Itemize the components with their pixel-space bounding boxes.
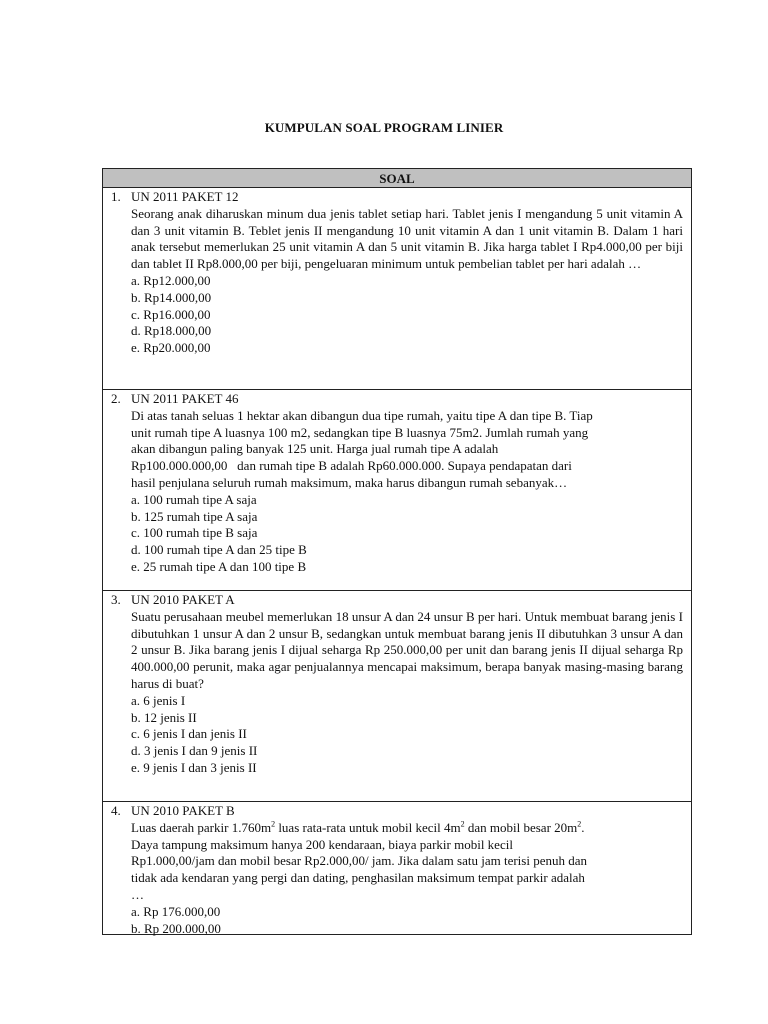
question-text-line: Daya tampung maksimum hanya 200 kendaraan, biaya parkir mobil kecil — [131, 836, 513, 852]
question-number: 1. — [111, 189, 121, 204]
answer-option: e. 25 rumah tipe A dan 100 tipe B — [131, 558, 307, 574]
superscript: 2 — [460, 819, 465, 829]
answer-option: a. Rp 176.000,00 — [131, 903, 221, 919]
question-body — [131, 391, 683, 576]
question-text-line: Rp100.000.000,00 dan rumah tipe B adalah Rp60.000.000. Supaya pendapatan dari — [131, 458, 572, 474]
question-source: UN 2011 PAKET 46 — [131, 391, 239, 406]
question-text-line: hasil penjulana seluruh rumah maksimum, maka harus dibangun rumah sebanyak… — [131, 474, 568, 490]
answer-option: b. Rp 200.000,00 — [131, 920, 221, 936]
text-fragment: . — [581, 819, 585, 835]
answer-option: a. 6 jenis I — [131, 692, 186, 708]
answer-option: b. Rp14.000,00 — [131, 289, 212, 305]
answer-option: b. 125 rumah tipe A saja — [131, 508, 258, 524]
question-row-2 — [103, 390, 691, 591]
document-title: KUMPULAN SOAL PROGRAM LINIER — [264, 120, 504, 135]
answer-option: d. Rp18.000,00 — [131, 323, 212, 339]
question-source: UN 2010 PAKET A — [131, 592, 235, 607]
answer-option: e. 9 jenis I dan 3 jenis II — [131, 759, 257, 775]
answer-option: d. 100 rumah tipe A dan 25 tipe B — [131, 542, 307, 558]
answer-option: c. 100 rumah tipe B saja — [131, 525, 258, 541]
answer-option: b. 12 jenis II — [131, 709, 197, 725]
question-body — [131, 189, 683, 357]
question-number: 2. — [111, 391, 121, 406]
question-row-1 — [103, 188, 691, 390]
question-text-line: unit rumah tipe A luasnya 100 m2, sedangkan tipe B luasnya 75m2. Jumlah rumah yang — [131, 424, 589, 440]
text-fragment: luas rata-rata untuk mobil kecil 4m — [275, 819, 461, 835]
question-text-line: Di atas tanah seluas 1 hektar akan dibangun dua tipe rumah, yaitu tipe A dan tipe B. Tiap — [131, 407, 593, 423]
question-text-line: Rp1.000,00/jam dan mobil besar Rp2.000,00/ jam. Jika dalam satu jam terisi penuh dan — [131, 853, 588, 869]
question-text: Seorang anak diharuskan minum dua jenis tablet setiap hari. Tablet jenis I mengandung 5 unit vitamin A dan 3 unit vitamin B. Teblet jenis II mengandung 10 unit vitamin A dan 1 unit vitamin B. Dalam 1 hari anak tersebut memerlukan 25 unit vitamin A dan 5 unit vitamin B. Jika harga tablet I Rp4.000,00 per biji dan tablet II Rp8.000,00 per biji, pengeluaran minimum untuk pembelian tablet per hari adalah … — [131, 205, 683, 272]
superscript: 2 — [577, 819, 582, 829]
text-fragment: Luas daerah parkir 1.760m — [131, 819, 272, 835]
answer-option: a. Rp12.000,00 — [131, 272, 211, 288]
answer-option: e. Rp20.000,00 — [131, 340, 211, 356]
question-body — [131, 803, 683, 937]
question-row-3 — [103, 591, 691, 802]
answer-option: c. Rp16.000,00 — [131, 306, 211, 322]
question-text-line: … — [131, 886, 144, 902]
question-number: 4. — [111, 803, 121, 818]
question-number: 3. — [111, 592, 121, 607]
questions-table — [102, 168, 692, 935]
question-source: UN 2011 PAKET 12 — [131, 189, 239, 204]
question-source: UN 2010 PAKET B — [131, 803, 235, 818]
table-header: SOAL — [103, 169, 691, 188]
question-text-line: tidak ada kendaran yang pergi dan dating, penghasilan maksimum tempat parkir adalah — [131, 870, 585, 886]
answer-option: d. 3 jenis I dan 9 jenis II — [131, 743, 258, 759]
question-text-line: akan dibangun paling banyak 125 unit. Harga jual rumah tipe A adalah — [131, 441, 499, 457]
question-row-4 — [103, 802, 691, 934]
answer-option: c. 6 jenis I dan jenis II — [131, 726, 247, 742]
superscript: 2 — [271, 819, 276, 829]
question-text-line — [131, 820, 683, 837]
answer-option: a. 100 rumah tipe A saja — [131, 491, 257, 507]
question-text: Suatu perusahaan meubel memerlukan 18 unsur A dan 24 unsur B per hari. Untuk membuat barang jenis I dibutuhkan 1 unsur A dan 2 unsur B, sedangkan untuk membuat barang jenis II dibutuhkan 3 unsur A dan 2 unsur B. Jika barang jenis I dijual seharga Rp 250.000,00 per unit dan barang jenis II dijual seharga Rp 400.000,00 perunit, maka agar penjualannya mencapai maksimum, berapa banyak masing-masing barang harus di buat? — [131, 608, 683, 691]
question-body — [131, 592, 683, 777]
text-fragment: dan mobil besar 20m — [464, 819, 578, 835]
